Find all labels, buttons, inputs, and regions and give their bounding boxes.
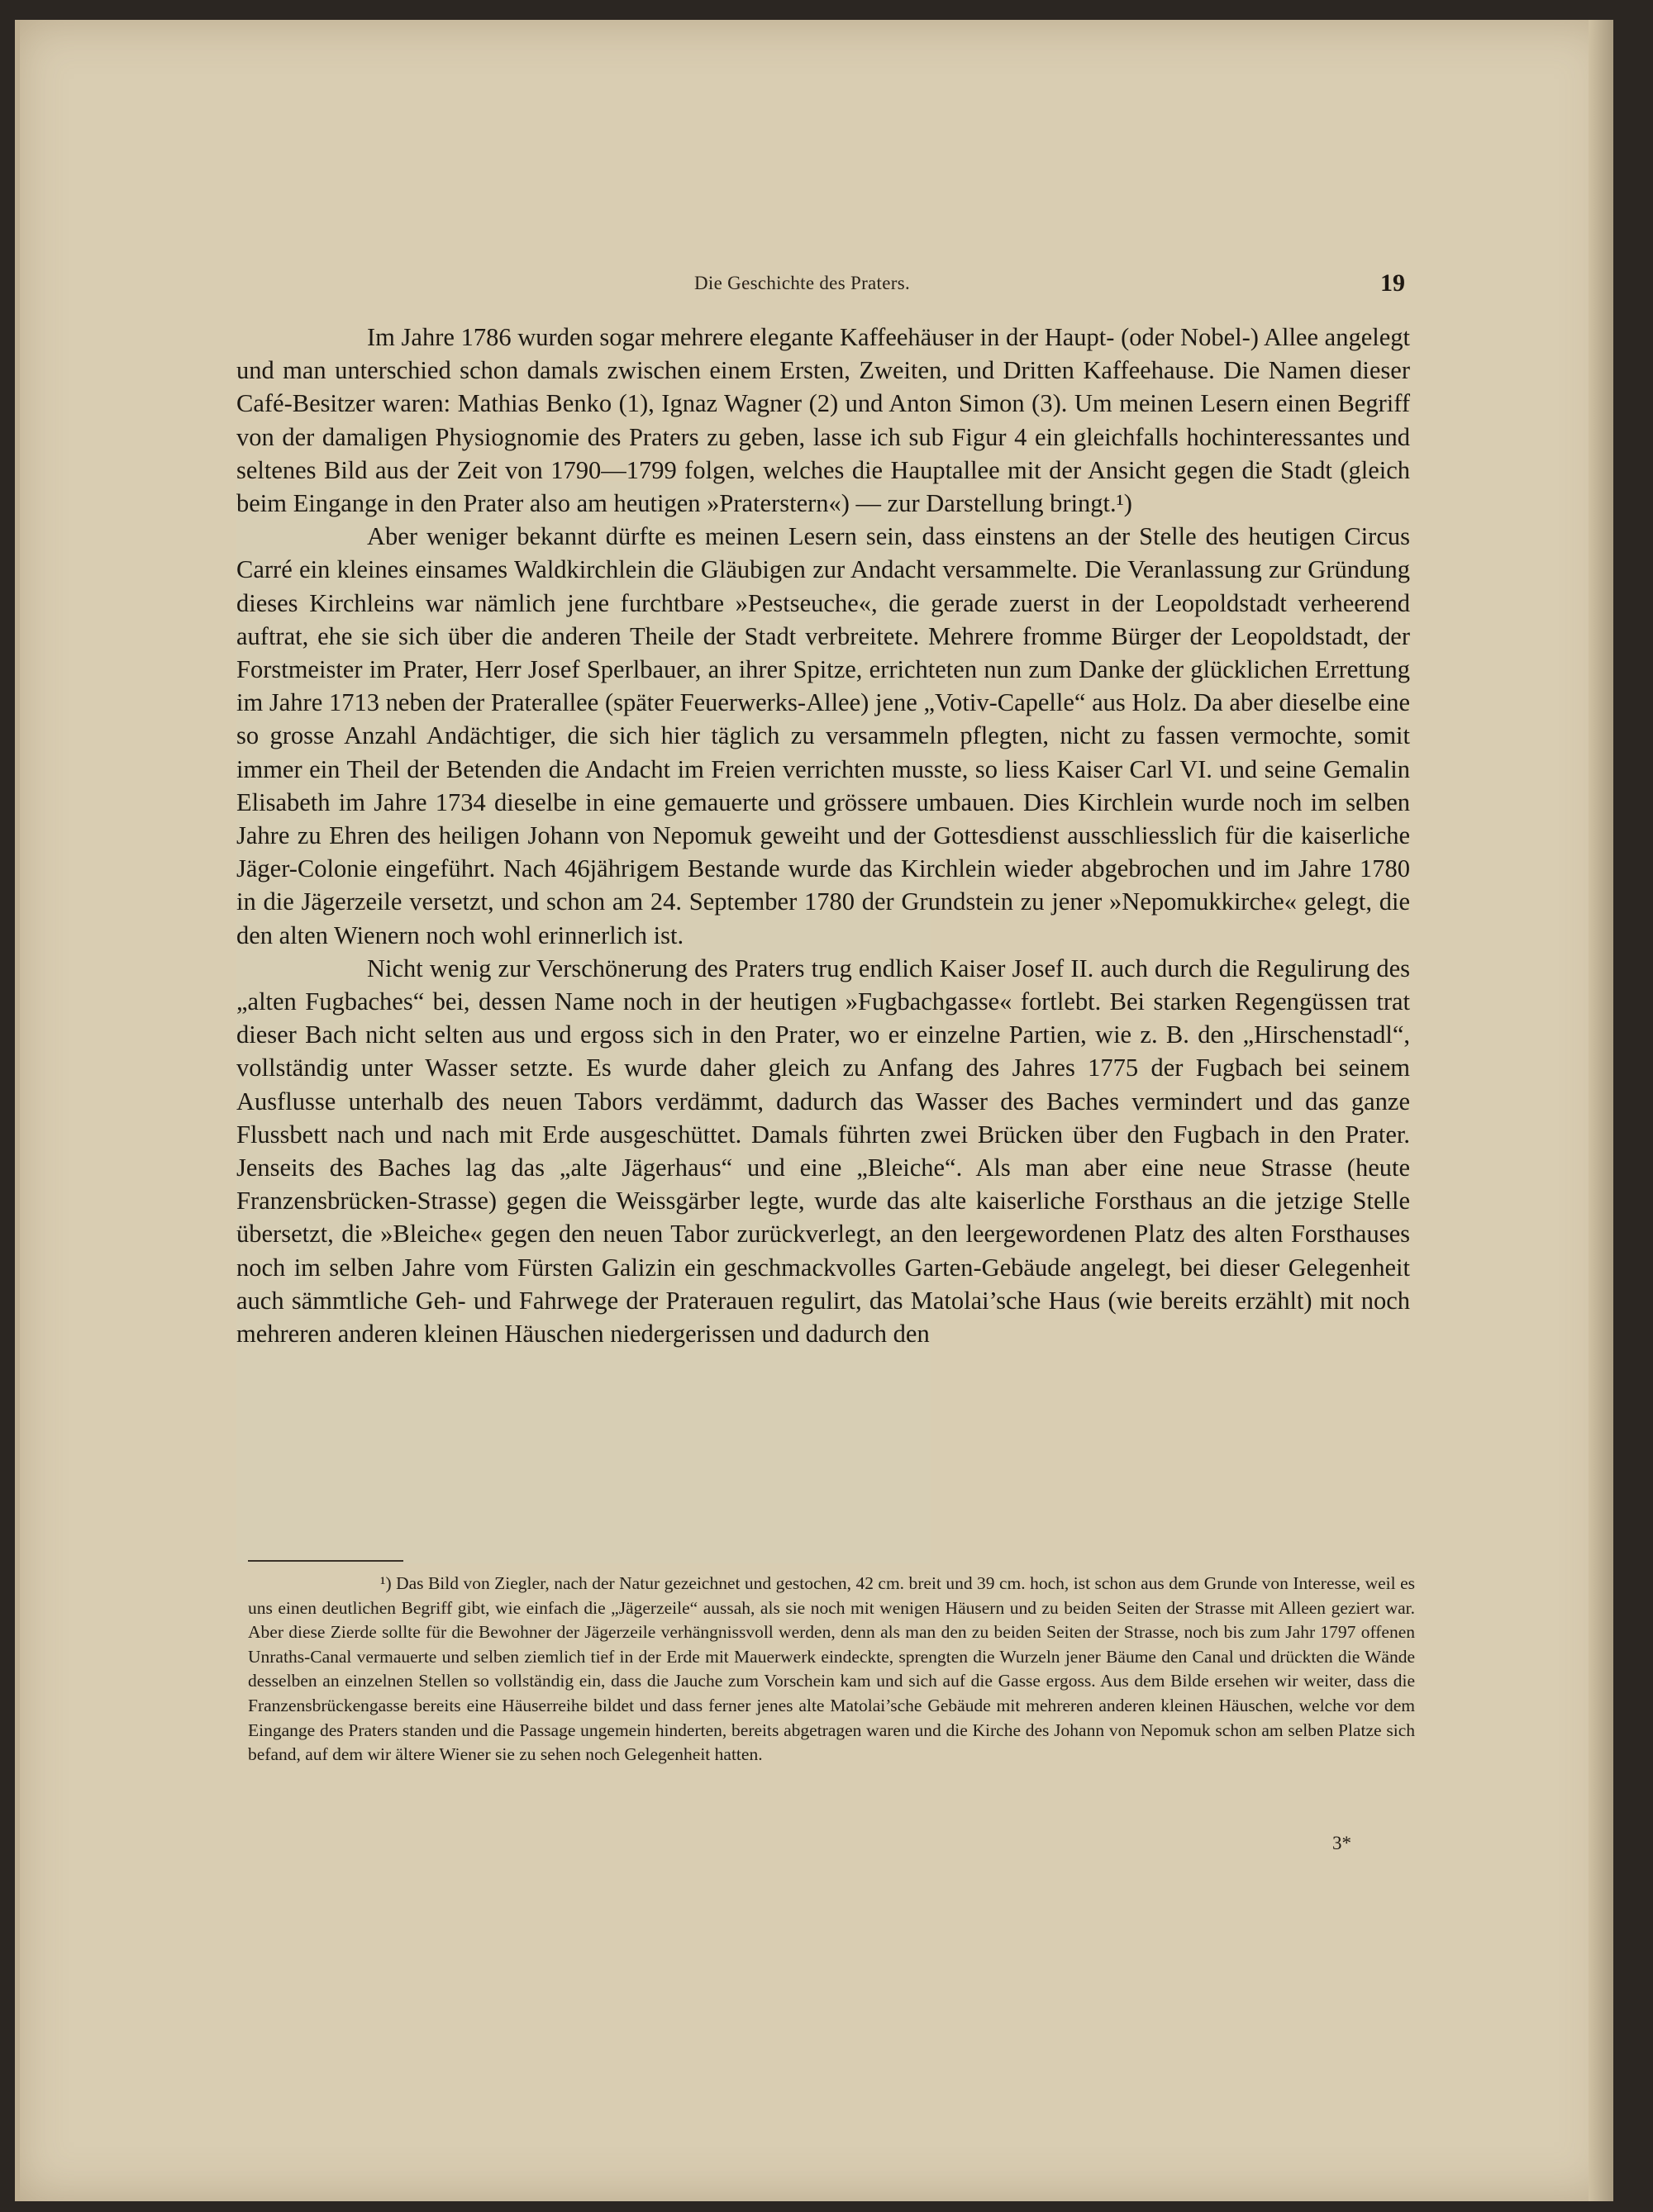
signature-mark: 3* — [1332, 1833, 1351, 1853]
paragraph: Aber weniger bekannt dürfte es meinen Lesern sein, dass einstens an der Stelle des heutigen Circus Carré ein kleines einsames Waldkirchlein die Gläubigen zur Andacht versammelte. Die Veranlassung zur Gründung dieses Kirchleins war nämlich jene furchtbare »Pestseuche«, die gerade zuerst in der Leopoldstadt verheerend auftrat, ehe sie sich über die anderen Theile der Stadt verbreitete. Mehrere fromme Bürger der Leopoldstadt, der Forstmeister im Prater, Herr Josef Sperlbauer, an ihrer Spitze, errichteten nun zum Danke der glücklichen Errettung im Jahre 1713 neben der Praterallee (später Feuerwerks-Allee) jene „Votiv-Capelle“ aus Holz. Da aber dieselbe eine so grosse Anzahl Andächtiger, die sich hier täglich zu versammeln pflegten, nicht zu fassen vermochte, somit immer ein Theil der Betenden die Andacht im Freien verrichten musste, so liess Kaiser Carl VI. und seine Gemalin Elisabeth im Jahre 1734 dieselbe in eine gemauerte und grössere umbauen. Dies Kirchlein wurde noch im selben Jahre zu Ehren des heiligen Johann von Nepomuk geweiht und der Gottesdienst ausschliesslich für die kaiserliche Jäger-Colonie eingeführt. Nach 46jährigem Bestande wurde das Kirchlein wieder abgebrochen und im Jahre 1780 in die Jägerzeile versetzt, und schon am 24. September 1780 der Grundstein zu jener »Nepomukkirche« gelegt, die den alten Wienern noch wohl erinnerlich ist. — [236, 522, 1410, 949]
paragraph: Nicht wenig zur Verschönerung des Praters trug endlich Kaiser Josef II. auch durch die Regulirung des „alten Fugbaches“ bei, dessen Name noch in der heutigen »Fugbachgasse« fortlebt. Bei starken Regengüssen trat dieser Bach nicht selten aus und ergoss sich in den Prater, wo er einzelne Partien, wie z. B. den „Hirschenstadl“, vollständig unter Wasser setzte. Es wurde daher gleich zu Anfang des Jahres 1775 der Fugbach bei seinem Ausflusse unterhalb des neuen Tabors verdämmt, dadurch das Wasser des Baches vermindert und das ganze Flussbett nach und nach mit Erde ausgeschüttet. Damals führten zwei Brücken über den Fugbach in den Prater. Jenseits des Baches lag das „alte Jägerhaus“ und eine „Bleiche“. Als man aber eine neue Strasse (heute Franzensbrücken-Strasse) gegen die Weissgärber legte, wurde das alte kaiserliche Forsthaus an die jetzige Stelle übersetzt, die »Bleiche« gegen den neuen Tabor zurückverlegt, an den leergewordenen Platz des alten Forsthauses noch im selben Jahre vom Fürsten Galizin ein geschmackvolles Garten-Gebäude angelegt, bei dieser Gelegenheit auch sämmtliche Geh- und Fahrwege der Praterauen regulirt, das Matolai’sche Haus (wie bereits erzählt) mit noch mehreren anderen kleinen Häuschen niedergerissen und dadurch den — [236, 954, 1410, 1349]
page-header — [223, 269, 1405, 302]
footnote-divider — [248, 1560, 403, 1562]
page-fold — [15, 20, 20, 2201]
footnotes — [248, 1572, 1415, 1767]
footnote: ¹) Das Bild von Ziegler, nach der Natur gezeichnet und gestochen, 42 cm. breit und 39 cm. hoch, ist schon aus dem Grunde von Interesse, weil es uns einen deutlichen Begriff gibt, wie einfach die „Jägerzeile“ aussah, als sie noch mit wenigen Häusern und zu beiden Seiten der Strasse mit Alleen geziert war. Aber diese Zierde sollte für die Bewohner der Jägerzeile verhängnissvoll werden, denn als man den zu beiden Seiten der Strasse, noch bis zum Jahr 1797 offenen Unraths-Canal vermauerte und selben ziemlich tief in der Erde mit Mauerwerk eindeckte, sprengten die Wurzeln jener Bäume den Canal und drückten die Wände desselben an einzelnen Stellen so vollständig ein, dass die Jauche zum Vorschein kam und sich auf die Gasse ergoss. Aus dem Bilde ersehen wir weiter, dass die Franzensbrückengasse bereits eine Häuserreihe bildet und dass ferner jenes alte Matolai’sche Gebäude mit mehreren anderen kleinen Häuschen, welche vor dem Eingange des Praters standen und die Passage ungemein hinderten, bereits abgetragen waren und die Kirche des Johann von Nepomuk schon am selben Platze sich befand, auf dem wir ältere Wiener sie zu sehen noch Gelegenheit hatten. — [248, 1573, 1415, 1765]
running-title: Die Geschichte des Praters. — [694, 273, 911, 293]
paragraph: Im Jahre 1786 wurden sogar mehrere elegante Kaffeehäuser in der Haupt- (oder Nobel-) Allee angelegt und man unterschied schon damals zwischen einem Ersten, Zweiten, und Dritten Kaffeehause. Die Namen dieser Café-Besitzer waren: Mathias Benko (1), Ignaz Wagner (2) und Anton Simon (3). Um meinen Lesern einen Begriff von der damaligen Physiognomie des Praters zu geben, lasse ich sub Figur 4 ein gleichfalls hochinteressantes und seltenes Bild aus der Zeit von 1790—1799 folgen, welches die Hauptallee mit der Ansicht gegen die Stadt (gleich beim Eingange in den Prater also am heutigen »Praterstern«) — zur Darstellung bringt.¹) — [236, 323, 1410, 518]
page-edge — [1589, 20, 1613, 2201]
body-text — [236, 321, 1410, 1350]
page-number: 19 — [1380, 269, 1405, 297]
